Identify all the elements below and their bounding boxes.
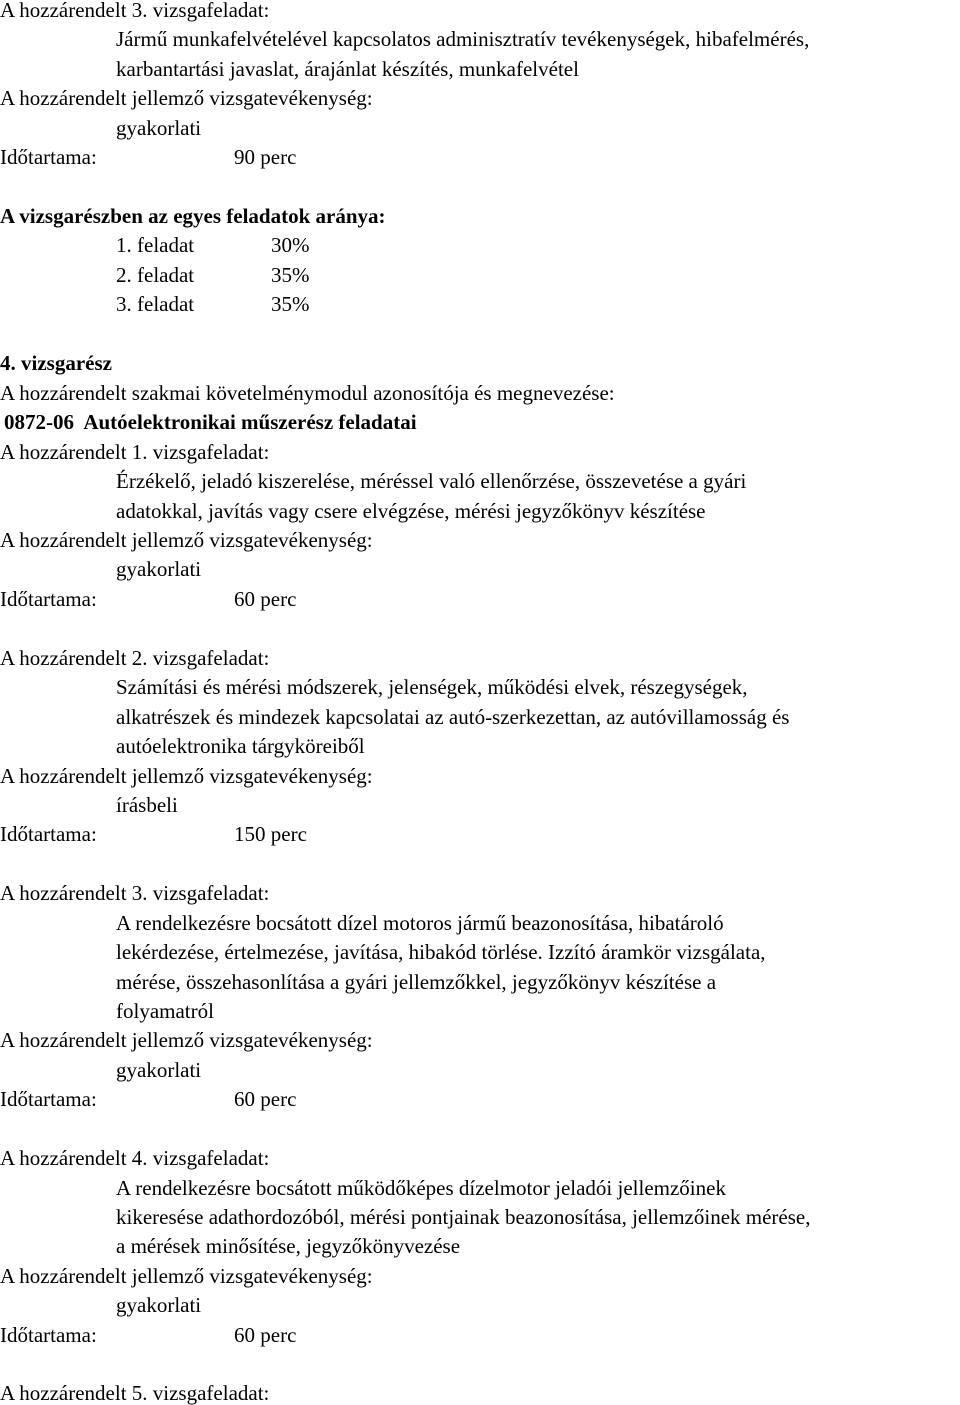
duration-value: 60 perc	[234, 1087, 297, 1111]
task-text-line: A rendelkezésre bocsátott dízel motoros jármű beazonosítása, hibatároló	[116, 911, 724, 935]
activity-value: gyakorlati	[116, 1293, 202, 1317]
duration-value: 60 perc	[234, 587, 297, 611]
task-heading: A hozzárendelt 5. vizsgafeladat:	[0, 1381, 270, 1405]
activity-value: gyakorlati	[116, 557, 202, 581]
duration-label: Időtartama:	[0, 145, 97, 169]
activity-value: gyakorlati	[116, 1058, 202, 1082]
task-text-line: adatokkal, javítás vagy csere elvégzése, mérési jegyzőkönyv készítése	[116, 499, 706, 523]
ratio-task: 3. feladat	[116, 292, 195, 316]
activity-value: gyakorlati	[116, 116, 202, 140]
task-text-line: folyamatról	[116, 999, 214, 1023]
task-heading: A hozzárendelt 3. vizsgafeladat:	[0, 0, 270, 22]
activity-label: A hozzárendelt jellemző vizsgatevékenység:	[0, 1264, 373, 1288]
duration-label: Időtartama:	[0, 1087, 97, 1111]
ratio-heading: A vizsgarészben az egyes feladatok aránya:	[0, 204, 386, 228]
activity-value: írásbeli	[116, 793, 178, 817]
task-heading: A hozzárendelt 4. vizsgafeladat:	[0, 1146, 270, 1170]
task-text-line: kikeresése adathordozóból, mérési pontjainak beazonosítása, jellemzőinek mérése,	[116, 1205, 811, 1229]
activity-label: A hozzárendelt jellemző vizsgatevékenység:	[0, 86, 373, 110]
duration-value: 60 perc	[234, 1323, 297, 1347]
ratio-task: 2. feladat	[116, 263, 195, 287]
ratio-pct: 30%	[271, 233, 310, 257]
task-text-line: Számítási és mérési módszerek, jelenségek, működési elvek, részegységek,	[116, 675, 748, 699]
module-value: 0872-06 Autóelektronikai műszerész feladatai	[4, 410, 417, 434]
ratio-task: 1. feladat	[116, 233, 195, 257]
task-heading: A hozzárendelt 1. vizsgafeladat:	[0, 440, 270, 464]
activity-label: A hozzárendelt jellemző vizsgatevékenység:	[0, 1028, 373, 1052]
duration-label: Időtartama:	[0, 1323, 97, 1347]
activity-label: A hozzárendelt jellemző vizsgatevékenység:	[0, 528, 373, 552]
duration-value: 150 perc	[234, 822, 307, 846]
task-text-line: a mérések minősítése, jegyzőkönyvezése	[116, 1234, 461, 1258]
task-text-line: karbantartási javaslat, árajánlat készítés, munkafelvétel	[116, 57, 579, 81]
task-text-line: lekérdezése, értelmezése, javítása, hibakód törlése. Izzító áramkör vizsgálata,	[116, 940, 766, 964]
task-text-line: Érzékelő, jeladó kiszerelése, méréssel való ellenőrzése, összevetése a gyári	[116, 469, 747, 493]
duration-label: Időtartama:	[0, 822, 97, 846]
task-heading: A hozzárendelt 2. vizsgafeladat:	[0, 646, 270, 670]
duration-value: 90 perc	[234, 145, 297, 169]
task-heading: A hozzárendelt 3. vizsgafeladat:	[0, 881, 270, 905]
activity-label: A hozzárendelt jellemző vizsgatevékenység:	[0, 764, 373, 788]
task-text-line: alkatrészek és mindezek kapcsolatai az autó-szerkezettan, az autóvillamosság és	[116, 705, 790, 729]
task-text-line: A rendelkezésre bocsátott működőképes dízelmotor jeladói jellemzőinek	[116, 1176, 726, 1200]
duration-label: Időtartama:	[0, 587, 97, 611]
ratio-pct: 35%	[271, 292, 310, 316]
task-text-line: autóelektronika tárgyköreiből	[116, 734, 365, 758]
task-text-line: Jármű munkafelvételével kapcsolatos adminisztratív tevékenységek, hibafelmérés,	[116, 27, 810, 51]
task-text-line: mérése, összehasonlítása a gyári jellemzőkkel, jegyzőkönyv készítése a	[116, 970, 717, 994]
ratio-pct: 35%	[271, 263, 310, 287]
part-heading: 4. vizsgarész	[0, 351, 112, 375]
module-label: A hozzárendelt szakmai követelménymodul azonosítója és megnevezése:	[0, 381, 615, 405]
